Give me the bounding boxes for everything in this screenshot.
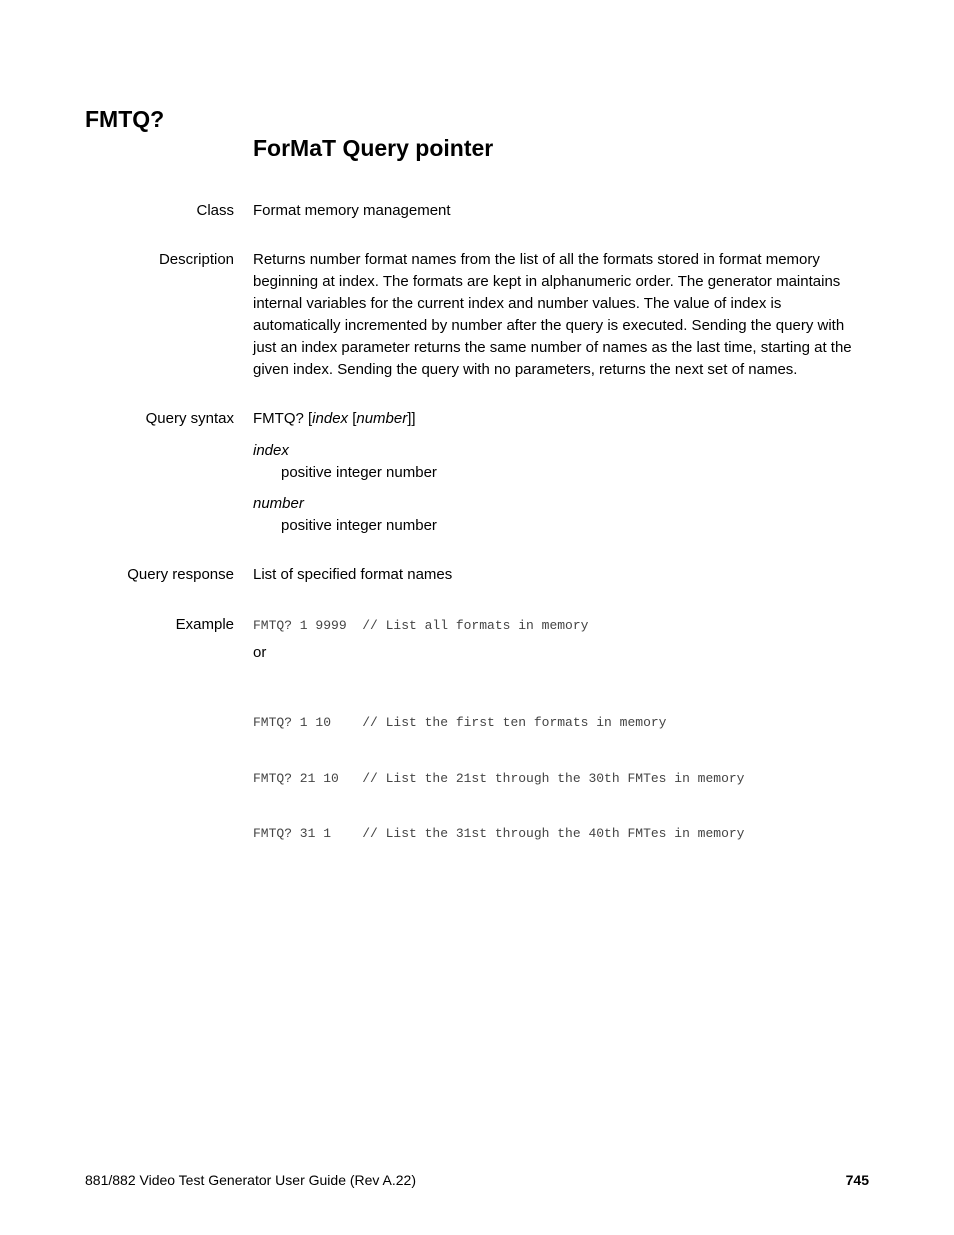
command-name: FMTQ? — [85, 106, 165, 132]
description-line: Returns number format names from the list of all the formats stored in format memory — [253, 251, 820, 268]
class-label: Class — [196, 202, 234, 219]
command-title: ForMaT Query pointer — [253, 135, 494, 161]
example-code-2 — [253, 677, 873, 862]
param-number-name: number — [253, 495, 304, 512]
example-code-1: FMTQ? 1 9999 // List all formats in memory — [253, 618, 589, 633]
param-number-desc: positive integer number — [281, 517, 437, 534]
description-line: just an index parameter returns the same number of names as the last time, starting at the — [253, 339, 852, 356]
syntax-mid: [ — [348, 410, 357, 427]
query-syntax-value — [253, 408, 873, 430]
syntax-param-number: number — [356, 410, 408, 427]
param-index-desc: positive integer number — [281, 464, 437, 481]
example-code-line: FMTQ? 31 1 // List the 31st through the 40th FMTes in memory — [253, 826, 745, 841]
syntax-prefix: FMTQ? [ — [253, 410, 313, 427]
example-code-line: FMTQ? 21 10 // List the 21st through the 30th FMTes in memory — [253, 770, 745, 786]
description-text — [253, 249, 873, 381]
syntax-suffix: ]] — [407, 410, 416, 427]
syntax-param-index: index — [312, 410, 349, 427]
description-line: automatically incremented by number after the query is executed. Sending the query with — [253, 317, 845, 334]
query-response-label: Query response — [127, 566, 234, 583]
description-line: beginning at index. The formats are kept in alphanumeric order. The generator maintains — [253, 273, 841, 290]
query-response-value: List of specified format names — [253, 566, 453, 583]
example-label: Example — [175, 616, 234, 633]
query-syntax-label: Query syntax — [145, 410, 234, 427]
example-or: or — [253, 644, 267, 661]
description-label: Description — [158, 251, 234, 268]
example-code-line: FMTQ? 1 10 // List the first ten formats in memory — [253, 715, 667, 730]
param-index-name: index — [253, 442, 289, 459]
description-line: internal variables for the current index and number values. The value of index is — [253, 295, 782, 312]
footer-guide-title: 881/882 Video Test Generator User Guide (Rev A.22) — [85, 1172, 417, 1188]
description-line: given index. Sending the query with no parameters, returns the next set of names. — [253, 361, 798, 378]
class-value: Format memory management — [253, 202, 451, 219]
page-number: 745 — [845, 1172, 869, 1188]
